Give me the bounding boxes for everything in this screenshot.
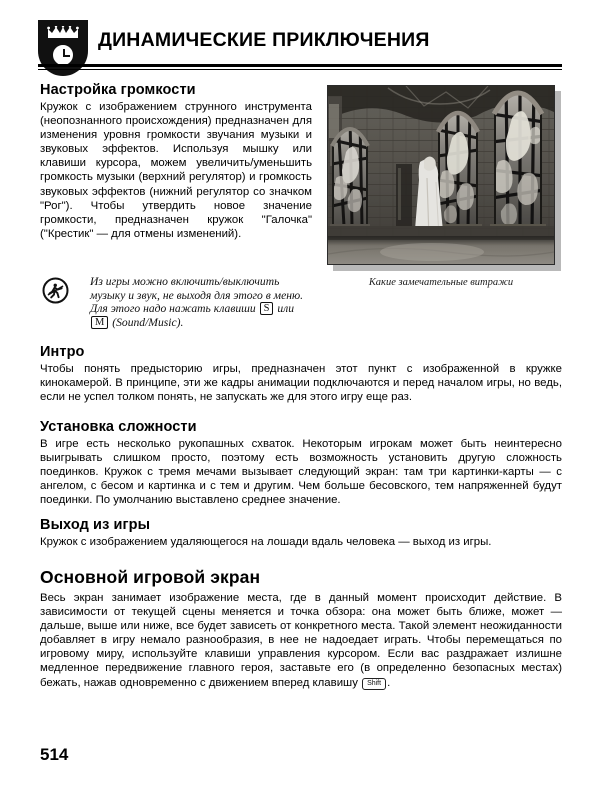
section-heading-intro: Интро — [40, 344, 85, 360]
header-rule-thick — [38, 64, 562, 67]
main-screen-text-part2: . — [387, 676, 391, 689]
running-figure-circle-icon — [42, 277, 69, 304]
section-body-difficulty: В игре есть несколько рукопашных схваток. Некоторым игрокам может быть неинтересно выигрывать слишком просто, поэтому есть возможность установить другую сложность поединков. Кружок с тремя мечами вызывает следующий экран: там три картинки-карты — с ангелом, с бесом и картинка и с тем и другим. Чем больше бесовского, тем напряженней будут поединки. По умолчанию выставлено среднее значение. — [40, 438, 562, 507]
section-body-intro: Чтобы понять предысторию игры, предназначен этот пункт с изображенной в кружке кинокамерой. В принципе, эти же кадры анимации подключаются и перед началом игры, но ведь, если не успел толком понять, не запускать же для этого игру еще раз. — [40, 363, 562, 404]
section-heading-exit: Выход из игры — [40, 517, 151, 533]
section-intro — [40, 344, 562, 404]
header-rule-thin — [38, 69, 562, 70]
cathedral-stained-glass-photo — [328, 86, 554, 264]
clock-face-icon — [52, 44, 74, 66]
page-number: 514 — [40, 745, 69, 764]
key-s: S — [260, 302, 274, 315]
page-title: ДИНАМИЧЕСКИЕ ПРИКЛЮЧЕНИЯ — [98, 29, 430, 51]
key-shift: Shift — [362, 678, 386, 690]
section-body-main-screen — [40, 591, 562, 690]
section-body-exit: Кружок с изображением удаляющегося на лошади вдаль человека — выход из игры. — [40, 536, 492, 548]
figure-frame — [327, 85, 555, 265]
section-main-screen — [40, 567, 562, 690]
note-conjunction: или — [274, 302, 295, 316]
note-text-part1: Из игры можно включить/выключить музыку и звук, не выходя для этого в меню. Для этого надо нажать клавиши — [90, 275, 304, 316]
section-exit — [40, 517, 562, 549]
note-text-part2: (Sound/Music). — [109, 315, 184, 329]
shield-crown-clock-icon — [38, 20, 88, 76]
section-heading-main-screen: Основной игровой экран — [40, 567, 261, 587]
note-callout — [40, 275, 314, 337]
section-heading-difficulty: Установка сложности — [40, 419, 197, 435]
section-difficulty — [40, 419, 562, 507]
key-m: M — [91, 316, 108, 329]
note-text — [90, 275, 314, 329]
main-screen-text-part1: Весь экран занимает изображение места, где в данный момент происходит действие. В зависимости от текущей сцены меняется и точка обзора: она может быть ближе, может — дальше, выше или ниже, все будет зависеть от конкретного места. Такой элемент неожиданности добавляет в игру немало разнообразия, в нее не надоедает играть. Чтобы перемещаться по игровому миру, используйте клавиши управления курсором. Если вас раздражает излишне медленное передвижение главного героя, заставьте его (в определенно безопасных местах) бежать, нажав одновременно с движением вперед клавишу — [40, 592, 562, 689]
section-volume — [40, 82, 312, 241]
section-body-volume: Кружок с изображением струнного инструмента (неопознанного происхождения) предназначен для изменения уровня громкости звучания музыки и звуковых эффектов. Используя мышку или клавиши курсора, можем увеличить/уменьшить громкость музыки (верхний регулятор) и громкость звуковых эффектов (нижний регулятор со значком "Рог"). Чтобы утвердить новое значение громкости, предназначен кружок "Галочка" ("Крестик" — для отмены изменений). — [40, 101, 312, 240]
figure-block — [327, 85, 555, 288]
page-header — [38, 20, 562, 72]
figure-caption: Какие замечательные витражи — [368, 277, 514, 288]
crown-icon — [47, 26, 79, 39]
section-heading-volume: Настройка громкости — [40, 82, 196, 98]
